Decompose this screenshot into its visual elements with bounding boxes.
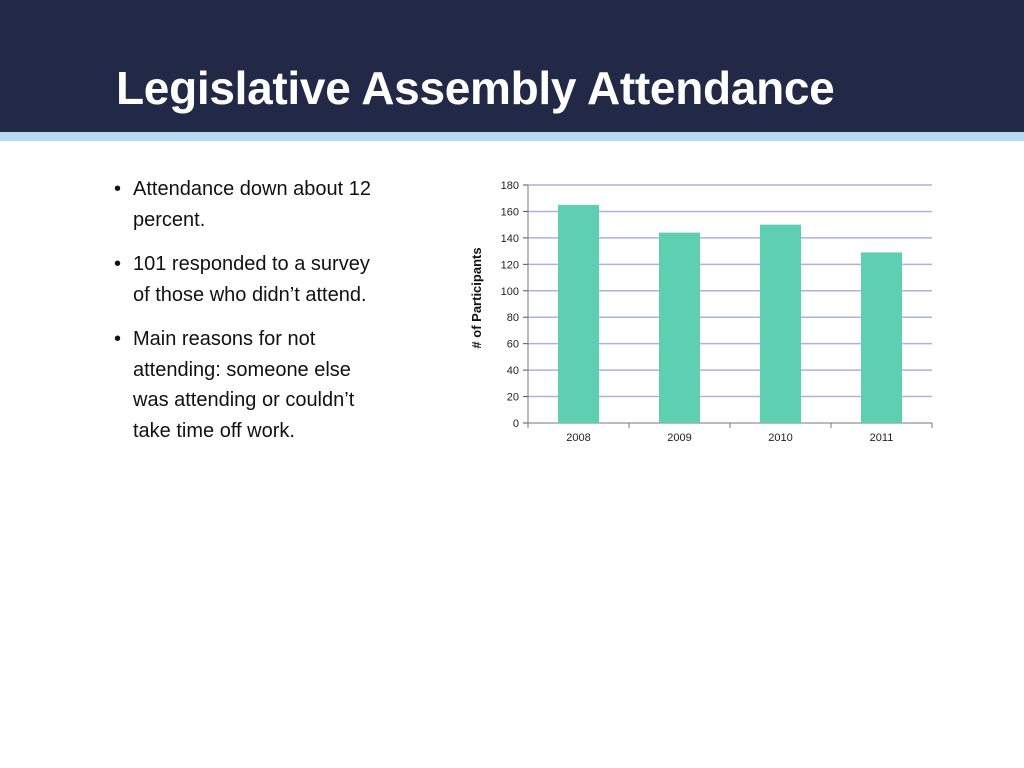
bullet-dot-icon: • xyxy=(114,328,122,350)
bar-chart-svg xyxy=(456,170,956,460)
y-tick-label: 20 xyxy=(506,391,519,404)
x-tick-label: 2009 xyxy=(667,432,692,444)
y-tick-label: 0 xyxy=(512,418,519,430)
bullet-text: Attendance down about 12 percent. xyxy=(133,178,371,231)
y-tick-label: 40 xyxy=(506,365,519,378)
bullet-text: 101 responded to a survey of those who didn’t attend. xyxy=(133,253,370,306)
slide-title: Legislative Assembly Attendance xyxy=(116,62,835,114)
x-tick-label: 2010 xyxy=(768,432,793,444)
bullet-item xyxy=(112,174,372,235)
bar-2009 xyxy=(659,233,700,423)
y-tick-label: 160 xyxy=(500,206,519,219)
y-tick-label: 80 xyxy=(506,312,519,325)
bullet-text: Main reasons for not attending: someone else was attending or couldn’t take time off work. xyxy=(133,328,355,442)
x-tick-label: 2011 xyxy=(869,432,894,444)
bullet-dot-icon: • xyxy=(114,253,122,275)
bar-chart xyxy=(456,170,956,460)
y-tick-label: 120 xyxy=(500,259,519,272)
bar-2011 xyxy=(861,252,902,423)
x-tick-label: 2008 xyxy=(566,432,591,444)
y-tick-label: 60 xyxy=(506,338,519,351)
bar-2008 xyxy=(558,205,599,423)
bullet-list xyxy=(112,174,372,460)
y-tick-label: 180 xyxy=(500,180,519,192)
bullet-dot-icon: • xyxy=(114,178,122,200)
y-axis-title: # of Participants xyxy=(469,247,484,349)
y-tick-label: 140 xyxy=(500,232,519,245)
header-accent-stripe xyxy=(0,132,1024,141)
bar-2010 xyxy=(760,225,801,423)
y-tick-label: 100 xyxy=(500,285,519,298)
bullet-item xyxy=(112,324,372,446)
bullet-item xyxy=(112,249,372,310)
